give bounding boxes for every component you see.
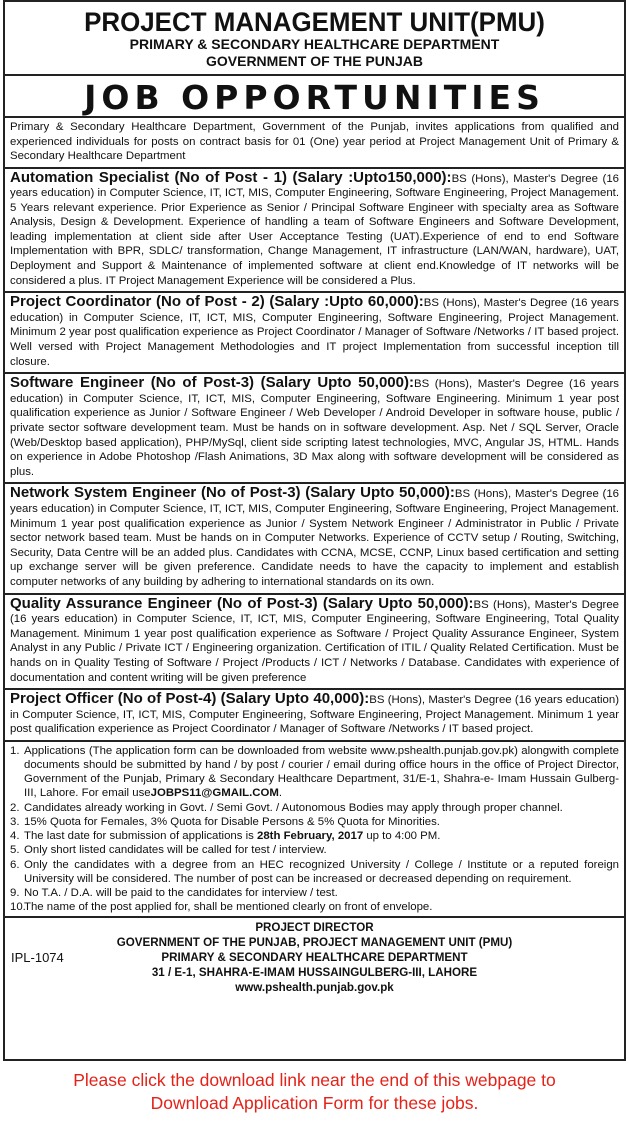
job-description: BS (Hons), Master's Degree (16 years education) in Computer Science, IT, ICT, MIS, Computer Engineering, Software Engineering, Project Management. 5 Years relevant experience. Prior Experience as Senior / Principal Software Engineer with specialty area as Software Analysis, Design & Development. Experience of handling a team of Software Engineers and Software Development, leading implementation at client side after User Acceptance Testing (UAT).Experience of end to end Software Implementation with BPR, SDLC/ transformation, Change Management, IT infrastructure (LAN/WAN, hardware), UAT, Deployment and Support & Maintenance of implemented software at client end.Knowledge of IT networks will be considered a plus. IT Project Management Experience will be considered a Plus. [10,172,620,287]
item-text [24,829,619,843]
job-title: Software Engineer (No of Post-3) (Salary Upto 50,000): [10,374,414,392]
email-address[interactable]: JOBPS11@GMAIL.COM [150,787,279,800]
list-item [10,829,619,843]
item-text: No T.A. / D.A. will be paid to the candidates for interview / test. [24,886,338,899]
government-name: GOVERNMENT OF THE PUNJAB [205,53,423,69]
ad-header [5,2,624,70]
footer-website-link[interactable]: www.pshealth.punjab.gov.pk [235,981,394,995]
job-opportunities-banner [5,74,624,118]
item-text-body: The last date for submission of applications is [24,830,254,843]
item-text: Only the candidates with a degree from an HEC recognized University / College / Institute or a reputed foreign University will be considered. The number of post can be increased or decreased depending on requirement. [24,858,619,885]
download-notice [0,1069,629,1115]
list-item [10,801,619,815]
job-title: Network System Engineer (No of Post-3) (Salary Upto 50,000): [10,484,455,502]
list-item [10,843,619,857]
job-post [5,374,624,484]
item-number: 6. [10,858,20,871]
item-text: 15% Quota for Females, 3% Quota for Disable Persons & 5% Quota for Minorities. [24,815,440,828]
download-notice-line: Please click the download link near the end of this webpage to [73,1070,556,1090]
job-post [5,690,624,742]
item-text-end: . [278,787,282,800]
job-description: BS (Hons), Master's Degree (16 years education) in Computer Science, IT, ICT, MIS, Computer Engineering, Software Engineering, Project Management. Minimum 2 year post qualification experience as Project Coordinator / Manager of Software /Networks / IT based project. Well versed with Project Management Methodologies and IT project Implementation from successful inception till closure. [10,297,620,368]
instructions-list [5,742,624,918]
item-text: The name of the post applied for, shall be mentioned clearly on front of envelope. [24,901,433,914]
ad-footer [5,918,624,1015]
banner-text: JOB OPPORTUNITIES [84,78,545,117]
job-post [5,169,624,294]
item-text: Candidates already working in Govt. / Semi Govt. / Autonomous Bodies may apply through proper channel. [24,801,563,814]
job-advertisement [3,0,626,1061]
item-number: 3. [10,815,20,828]
list-item [10,815,619,829]
job-description: BS (Hons), Master's Degree (16 years education) in Computer Science, IT, ICT, MIS, Computer Engineering, Software Engineering. Minimum 1 year post qualification experience as Junior / Software Engineer / Web Developer / Android Developer in software house, public / private sector software development team. Must be hands on in software development. Asp. Net / SQL Server, Oracle (Web/Desktop based application), PHP/MySql, client side scripting latest technologies, MVC, Angular JS, HTML. Hands on experience in Adobe Photoshop /Flash Animations, 3D Max along with software development will be considered as plus. [10,378,619,478]
footer-address-line: 31 / E-1, SHAHRA-E-IMAM HUSSAINGULBERG-III, LAHORE [151,966,478,980]
footer-address-line: PRIMARY & SECONDARY HEALTHCARE DEPARTMENT [161,951,468,965]
job-title: Project Officer (No of Post-4) (Salary Upto 40,000): [10,690,370,708]
ad-reference-number: IPL-1074 [11,950,64,966]
intro-paragraph: Primary & Secondary Healthcare Department, Government of the Punjab, invites applications from qualified and experienced individuals for posts on contract basis for 01 (One) year period at Project Management Unit of Primary & Secondary Healthcare Department [5,118,624,169]
job-description: BS (Hons), Master's Degree (16 years education) in Computer Science, IT, ICT, MIS, Computer Engineering, Software Engineering, Total Quality Management. Minimum 1 year post qualification experience as Software / Project Quality Assurance Engineer, System Analyst in any Public / Private ICT / Engineering organization. Certification of ITIL / Quality Related Certification. Must be hands on in Quality Testing of Software / Project /Products / ICT / Networks / Database. Candidates with experience of documentation and content writing will be given preference [10,598,619,684]
item-number: 10. [10,901,26,914]
list-item [10,886,619,900]
item-text-body: Applications (The application form can be downloaded from website www.pshealth.punjab.gov.pk) alongwith complete documents should be submitted by hand / by post / courier / email during office hours in the office of Project Director, Government of the Punjab, Primary & Secondary Healthcare Department, 31/E-1, Shahra-e- Imam Hussain Gulberg-III, Lahore. For email use [24,744,619,800]
list-item [10,900,619,914]
list-item [10,744,619,801]
download-notice-line: Download Application Form for these jobs. [150,1093,479,1113]
item-text [24,744,619,801]
job-description: BS (Hons), Master's Degree (16 years education) in Computer Science, IT, ICT, MIS, Computer Engineering, Software Engineering, Project Management. Minimum 1 year post qualification experience as Project Coordinator / Manager of Software /Networks / IT based project. [10,694,619,736]
item-number: 9. [10,886,20,899]
job-post [5,484,624,594]
list-item [10,858,619,886]
job-description: BS (Hons), Master's Degree (16 years education) in Computer Science, IT, ICT, MIS, Computer Engineering, Software Engineering, Project Management. Minimum 1 year post qualification experience as Junior / System Network Engineer / Administrator in Public / Private sector network based team. Must be hands on in Computer Networks. Experience of CCTV setup / Routing, Switching, Security, Data Centre will be an added plus. Candidates with CCNA, MCSE, CCNP, Linux based certification and setting up exchange server will be given preference. Candidate needs to have the capacity to implement and establish computer networks of any building by adhering to international standards on its own. [10,488,620,588]
item-number: 4. [10,830,20,843]
job-title: Quality Assurance Engineer (No of Post-3) (Salary Upto 50,000): [10,594,474,612]
department-name: PRIMARY & SECONDARY HEALTHCARE DEPARTMENT [129,36,500,52]
footer-address-line: GOVERNMENT OF THE PUNJAB, PROJECT MANAGEMENT UNIT (PMU) [116,936,513,950]
item-number: 5. [10,844,20,857]
item-text: Only short listed candidates will be called for test / interview. [24,844,327,857]
job-title: Automation Specialist (No of Post - 1) (Salary :Upto150,000): [10,168,452,186]
deadline-date: 28th February, 2017 [257,830,364,843]
ad-title: PROJECT MANAGEMENT UNIT(PMU) [84,7,545,37]
job-title: Project Coordinator (No of Post - 2) (Salary :Upto 60,000): [10,293,424,311]
job-post [5,595,624,691]
item-number: 2. [10,801,20,814]
job-post [5,293,624,374]
item-text-end: up to 4:00 PM. [363,830,441,843]
footer-role: PROJECT DIRECTOR [255,921,374,935]
item-number: 1. [10,744,20,757]
